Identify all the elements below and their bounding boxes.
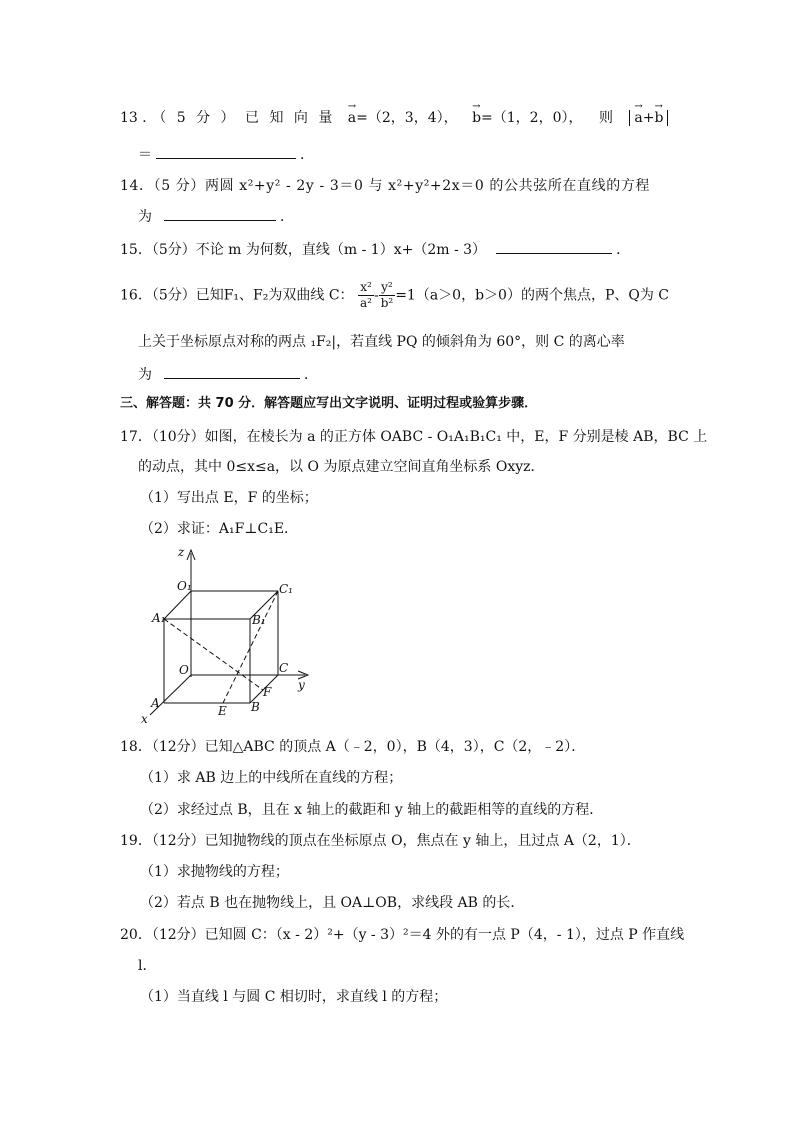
label-y: y bbox=[298, 678, 305, 692]
question-20-part1: （1）当直线 l 与圆 C 相切时，求直线 l 的方程； bbox=[140, 989, 448, 1005]
question-16-line2: 上关于坐标原点对称的两点 ₁F₂|，若直线 PQ 的倾斜角为 60°，则 C 的离心率 bbox=[138, 334, 625, 350]
q13-eq: ＝ bbox=[138, 147, 152, 163]
section-3-heading: 三、解答题：共 70 分．解答题应写出文字说明、证明过程或验算步骤． bbox=[120, 396, 538, 411]
q13-number: 13 bbox=[120, 110, 138, 126]
question-17-part2: （2）求证：A₁F⊥C₁E． bbox=[140, 521, 299, 537]
question-17-part1: （1）写出点 E，F 的坐标； bbox=[140, 490, 318, 506]
fraction-x-num: x² bbox=[358, 280, 374, 296]
sum-plus: + bbox=[642, 110, 655, 126]
fraction-y-num: y² bbox=[379, 280, 396, 296]
label-c1: C₁ bbox=[279, 582, 293, 596]
q14-end: ． bbox=[280, 209, 294, 225]
answer-blank-13[interactable] bbox=[156, 144, 296, 159]
vector-a: → a bbox=[348, 108, 356, 128]
q13-end: ． bbox=[300, 147, 314, 163]
vector-b: → b bbox=[472, 108, 481, 128]
question-16-line3 bbox=[138, 364, 318, 385]
fraction-y bbox=[379, 280, 396, 311]
label-f: F bbox=[263, 685, 272, 699]
q15-text: 15．（5分）不论 m 为何数，直线（m - 1）x+（2m - 3） bbox=[120, 242, 487, 258]
label-o1: O₁ bbox=[177, 579, 192, 593]
question-17-line2: 的动点，其中 0≤x≤a，以 O 为原点建立空间直角坐标系 Oxyz． bbox=[138, 459, 545, 475]
fraction-x bbox=[358, 280, 374, 311]
question-16-line1 bbox=[120, 280, 669, 311]
sum-b: → b bbox=[654, 108, 663, 128]
label-a1: A₁ bbox=[152, 611, 166, 625]
vector-b-value: =（1，2，0）， bbox=[481, 110, 583, 126]
q16-end: ． bbox=[304, 367, 318, 383]
label-b: B bbox=[251, 700, 260, 714]
q13-then: 则 bbox=[598, 110, 613, 126]
q16-post: =1（a＞0，b＞0）的两个焦点，P、Q为 C bbox=[395, 287, 670, 304]
question-20-line2: l． bbox=[138, 958, 157, 974]
question-20-line1: 20．（12分）已知圆 C：（x - 2）²+（y - 3）²＝4 外的有一点 P（4，- 1），过点 P 作直线 bbox=[120, 927, 685, 943]
question-18-line1: 18．（12分）已知△ABC 的顶点 A（﹣2，0），B（4，3），C（2，﹣2）． bbox=[120, 739, 586, 755]
answer-blank-15[interactable] bbox=[496, 239, 612, 254]
label-c: C bbox=[279, 661, 289, 675]
question-15 bbox=[120, 239, 630, 260]
q14-wei: 为 bbox=[138, 209, 152, 225]
question-14-line1: 14．（5 分）两圆 x²+y² - 2y - 3＝0 与 x²+y²+2x＝0 的公共弦所在直线的方程 bbox=[120, 178, 651, 194]
q15-end: ． bbox=[616, 242, 631, 258]
label-z: z bbox=[178, 545, 185, 559]
question-18-part2: （2）求经过点 B，且在 x 轴上的截距和 y 轴上的截距相等的直线的方程． bbox=[140, 802, 604, 818]
answer-blank-14[interactable] bbox=[164, 206, 276, 221]
q16-wei: 为 bbox=[138, 367, 152, 383]
label-a: A bbox=[151, 696, 160, 710]
fraction-y-den: b² bbox=[380, 296, 394, 310]
dashed-a1-f bbox=[164, 619, 263, 690]
q13-head: ．（ 5 分 ） 已 知 向 量 bbox=[142, 110, 336, 126]
vector-a-value: =（2，3，4）， bbox=[356, 110, 458, 126]
question-19-part2: （2）若点 B 也在抛物线上，且 OA⊥OB，求线段 AB 的长． bbox=[140, 895, 525, 911]
cube-figure bbox=[130, 540, 330, 730]
fraction-x-den: a² bbox=[360, 296, 372, 310]
edge-o1-a1 bbox=[164, 591, 191, 619]
label-x: x bbox=[141, 712, 148, 726]
question-19-part1: （1）求抛物线的方程； bbox=[140, 864, 289, 880]
vector-sum-abs bbox=[629, 110, 668, 126]
label-b1: B₁ bbox=[252, 613, 266, 627]
label-o: O bbox=[179, 663, 189, 677]
question-13-line2 bbox=[138, 144, 314, 165]
sum-a: → a bbox=[634, 108, 642, 128]
question-13-line1 bbox=[120, 108, 668, 128]
q16-minus: - bbox=[373, 287, 379, 304]
question-17-line1: 17．（10分）如图，在棱长为 a 的正方体 OABC - O₁A₁B₁C₁ 中，E，F 分别是棱 AB，BC 上 bbox=[120, 429, 708, 445]
question-18-part1: （1）求 AB 边上的中线所在直线的方程； bbox=[140, 770, 403, 786]
label-e: E bbox=[218, 704, 227, 718]
answer-blank-16[interactable] bbox=[164, 364, 300, 379]
question-19-line1: 19．（12分）已知抛物线的顶点在坐标原点 O，焦点在 y 轴上，且过点 A（2，1）． bbox=[120, 833, 641, 849]
question-14-line2 bbox=[138, 206, 294, 227]
q16-pre: 16．（5分）已知F₁、F₂为双曲线 C： bbox=[120, 287, 354, 304]
